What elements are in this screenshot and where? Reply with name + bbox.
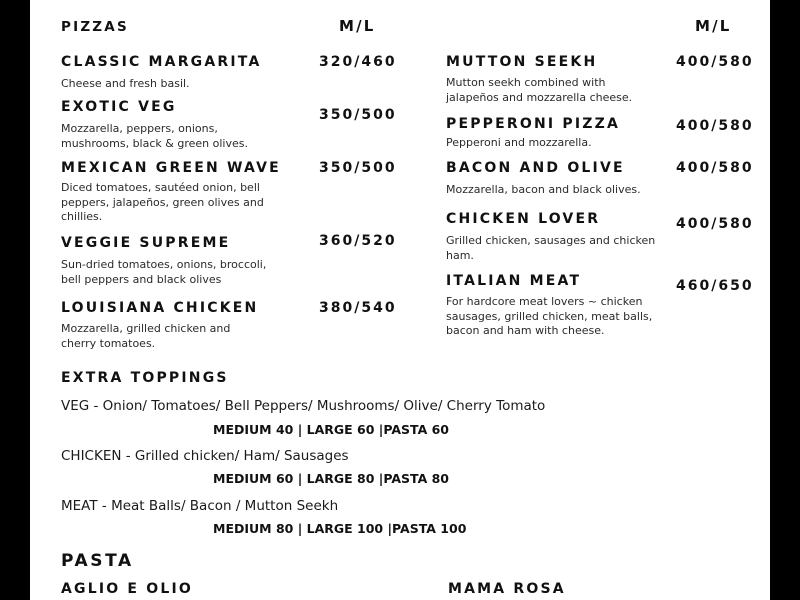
item-name: PEPPERONI PIZZA bbox=[446, 116, 620, 132]
item-price: 400/580 bbox=[676, 216, 754, 232]
item-description: Pepperoni and mozzarella. bbox=[446, 136, 592, 149]
item-name: BACON AND OLIVE bbox=[446, 160, 625, 176]
item-price: 350/500 bbox=[319, 160, 397, 176]
item-name: MEXICAN GREEN WAVE bbox=[61, 160, 281, 176]
size-label-left: M/L bbox=[339, 17, 376, 35]
item-price: 400/580 bbox=[676, 118, 754, 134]
topping-prices: MEDIUM 80 | LARGE 100 |PASTA 100 bbox=[213, 521, 467, 536]
item-name: CHICKEN LOVER bbox=[446, 211, 601, 227]
item-description: Mozzarella, grilled chicken and cherry tomatoes. bbox=[61, 322, 231, 350]
item-price: 460/650 bbox=[676, 278, 754, 294]
item-description: Mutton seekh combined with jalapeños and mozzarella cheese. bbox=[446, 76, 633, 104]
item-description: Mozzarella, bacon and black olives. bbox=[446, 183, 641, 196]
item-name: ITALIAN MEAT bbox=[446, 273, 582, 289]
size-label-right: M/L bbox=[695, 17, 732, 35]
topping-prices: MEDIUM 60 | LARGE 80 |PASTA 80 bbox=[213, 471, 450, 486]
item-name: CLASSIC MARGARITA bbox=[61, 54, 262, 70]
topping-items: CHICKEN - Grilled chicken/ Ham/ Sausages bbox=[61, 448, 349, 464]
item-price: 380/540 bbox=[319, 300, 397, 316]
pasta-item-aglio-e-olio: AGLIO E OLIO bbox=[61, 581, 194, 597]
item-description: Mozzarella, peppers, onions, mushrooms, black & green olives. bbox=[61, 122, 248, 150]
topping-items: MEAT - Meat Balls/ Bacon / Mutton Seekh bbox=[61, 498, 339, 514]
item-name: VEGGIE SUPREME bbox=[61, 235, 231, 251]
item-description: For hardcore meat lovers ~ chicken sausages, grilled chicken, meat balls, bacon and ham with cheese. bbox=[446, 295, 653, 337]
item-description: Sun-dried tomatoes, onions, broccoli, bell peppers and black olives bbox=[61, 258, 267, 286]
topping-prices: MEDIUM 40 | LARGE 60 |PASTA 60 bbox=[213, 422, 450, 437]
item-description: Diced tomatoes, sautéed onion, bell peppers, jalapeños, green olives and chillies. bbox=[61, 181, 264, 223]
item-name: MUTTON SEEKH bbox=[446, 54, 598, 70]
item-price: 350/500 bbox=[319, 107, 397, 123]
item-price: 400/580 bbox=[676, 160, 754, 176]
pasta-item-mama-rosa: MAMA ROSA bbox=[448, 581, 566, 597]
item-description: Grilled chicken, sausages and chicken ham. bbox=[446, 234, 656, 262]
right-border bbox=[770, 0, 800, 600]
item-price: 400/580 bbox=[676, 54, 754, 70]
item-description: Cheese and fresh basil. bbox=[61, 77, 190, 90]
item-name: EXOTIC VEG bbox=[61, 99, 177, 115]
section-title-pasta: PASTA bbox=[61, 551, 134, 571]
topping-items: VEG - Onion/ Tomatoes/ Bell Peppers/ Mushrooms/ Olive/ Cherry Tomato bbox=[61, 398, 546, 414]
section-title-pizzas: PIZZAS bbox=[61, 19, 129, 35]
item-price: 320/460 bbox=[319, 54, 397, 70]
item-price: 360/520 bbox=[319, 233, 397, 249]
item-name: LOUISIANA CHICKEN bbox=[61, 300, 259, 316]
section-title-extra-toppings: EXTRA TOPPINGS bbox=[61, 370, 229, 386]
menu-page bbox=[30, 0, 770, 600]
